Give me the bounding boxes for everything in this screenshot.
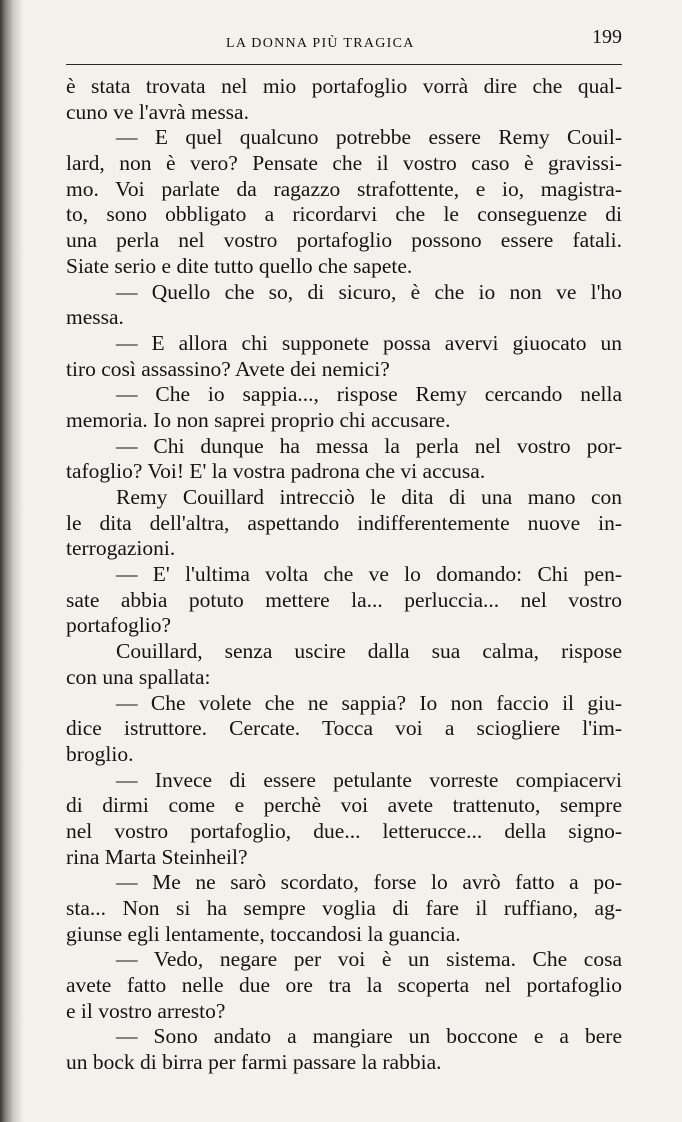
text-line: le dita dell'altra, aspettando indifferentemente nuove in-	[66, 510, 622, 535]
text-line: — Vedo, negare per voi è un sistema. Che cosa	[116, 947, 622, 972]
text-line: terrogazioni.	[66, 536, 176, 561]
text-line: mo. Voi parlate da ragazzo strafottente, e io, magistra-	[66, 176, 622, 201]
text-line: — Quello che so, di sicuro, è che io non ve l'ho	[116, 279, 622, 304]
text-line: di dirmi come e perchè voi avete trattenuto, sempre	[66, 793, 622, 818]
text-line: avete fatto nelle due ore tra la scoperta nel portafoglio	[66, 973, 622, 998]
text-line: Siate serio e dite tutto quello che sapete.	[66, 253, 413, 278]
text-line: to, sono obbligato a ricordarvi che le conseguenze di	[66, 202, 622, 227]
page-header	[66, 24, 622, 64]
text-line: rina Marta Steinheil?	[66, 844, 248, 869]
text-line: una perla nel vostro portafoglio possono essere fatali.	[66, 228, 622, 253]
text-line: è stata trovata nel mio portafoglio vorrà dire che qual-	[66, 74, 622, 98]
text-line: — Invece di essere petulante vorreste compiacervi	[116, 767, 622, 792]
text-line: cuno ve l'avrà messa.	[66, 99, 249, 124]
text-line: tafoglio? Voi! E' la vostra padrona che vi accusa.	[66, 459, 486, 484]
text-line: Couillard, senza uscire dalla sua calma, rispose	[116, 639, 622, 664]
text-line: Remy Couillard intrecciò le dita di una mano con	[116, 485, 622, 509]
text-line: — Che volete che ne sappia? Io non faccio il giu-	[116, 690, 622, 715]
text-line: lard, non è vero? Pensate che il vostro caso è gravissi-	[66, 151, 622, 176]
text-line: e il vostro arresto?	[66, 998, 226, 1023]
text-line: sate abbia potuto mettere la... perluccia... nel vostro	[66, 587, 622, 612]
page-number: 199	[592, 26, 622, 48]
text-line: giunse egli lentamente, toccandosi la guancia.	[66, 921, 461, 946]
binding-gutter-shadow	[0, 0, 24, 1122]
text-line: — Me ne sarò scordato, forse lo avrò fatto a po-	[116, 870, 622, 895]
text-line: sta... Non si ha sempre voglia di fare il ruffiano, ag-	[66, 896, 622, 920]
text-line: — Sono andato a mangiare un boccone e a bere	[116, 1024, 622, 1049]
text-line: nel vostro portafoglio, due... letterucce... della signo-	[66, 818, 622, 843]
text-line: un bock di birra per farmi passare la rabbia.	[66, 1050, 442, 1075]
text-line: — E' l'ultima volta che ve lo domando: Chi pen-	[116, 562, 622, 587]
text-line: messa.	[66, 305, 124, 330]
text-line: dice istruttore. Cercate. Tocca voi a sciogliere l'im-	[66, 716, 622, 741]
text-line: broglio.	[66, 741, 134, 766]
text-line: portafoglio?	[66, 613, 172, 638]
text-line: memoria. Io non saprei proprio chi accusare.	[66, 407, 451, 432]
running-title: LA DONNA PIÙ TRAGICA	[226, 36, 415, 51]
text-line: — Che io sappia..., rispose Remy cercando nella	[116, 382, 622, 407]
text-line: — Chi dunque ha messa la perla nel vostro por-	[116, 433, 622, 458]
body-text	[66, 74, 622, 1076]
text-line: — E quel qualcuno potrebbe essere Remy Couil-	[116, 125, 622, 150]
header-rule	[66, 64, 622, 65]
text-line: tiro così assassino? Avete dei nemici?	[66, 356, 390, 381]
text-line: — E allora chi supponete possa avervi giuocato un	[116, 330, 622, 355]
text-line: con una spallata:	[66, 664, 211, 689]
